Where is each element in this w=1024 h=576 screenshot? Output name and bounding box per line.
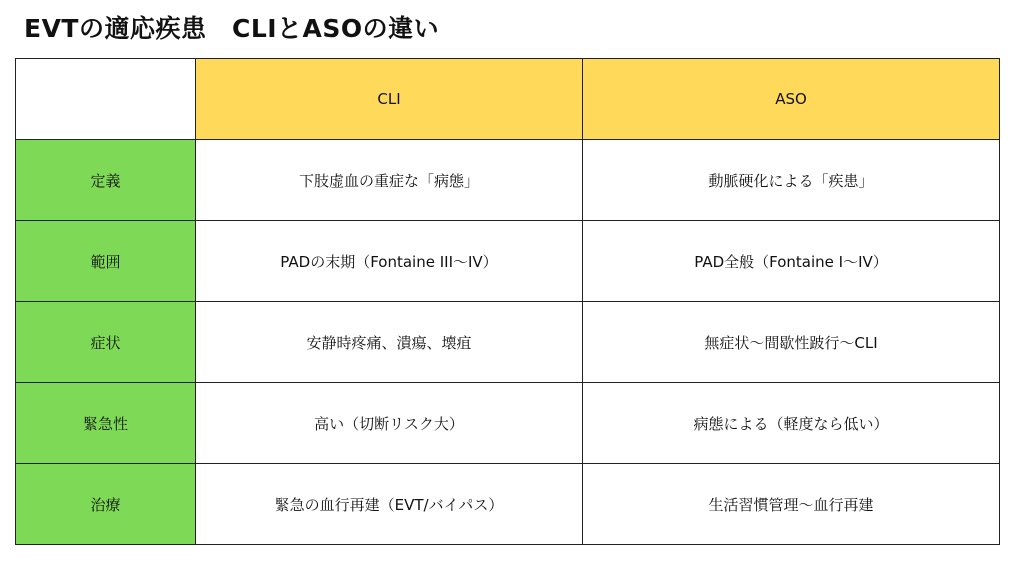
row-label: 定義 (16, 140, 196, 221)
aso-cell: 病態による（軽度なら低い） (583, 383, 1000, 464)
aso-cell: 無症状〜間歇性跛行〜CLI (583, 302, 1000, 383)
table-row (16, 383, 1000, 464)
row-label: 緊急性 (16, 383, 196, 464)
cli-cell: 下肢虚血の重症な「病態」 (196, 140, 583, 221)
table-row (16, 221, 1000, 302)
aso-cell: 生活習慣管理〜血行再建 (583, 464, 1000, 545)
aso-cell: 動脈硬化による「疾患」 (583, 140, 1000, 221)
row-label: 症状 (16, 302, 196, 383)
page-title: EVTの適応疾患 CLIとASOの違い (24, 14, 440, 43)
row-label: 範囲 (16, 221, 196, 302)
column-header-cli: CLI (196, 59, 583, 140)
corner-cell (16, 59, 196, 140)
cli-cell: 高い（切断リスク大） (196, 383, 583, 464)
table-row (16, 140, 1000, 221)
table-row (16, 302, 1000, 383)
table-row (16, 464, 1000, 545)
cli-cell: PADの末期（Fontaine III〜IV） (196, 221, 583, 302)
cli-cell: 安静時疼痛、潰瘍、壊疽 (196, 302, 583, 383)
aso-cell: PAD全般（Fontaine I〜IV） (583, 221, 1000, 302)
column-header-aso: ASO (583, 59, 1000, 140)
comparison-table (15, 58, 1000, 545)
cli-cell: 緊急の血行再建（EVT/バイパス） (196, 464, 583, 545)
table-header-row (16, 59, 1000, 140)
row-label: 治療 (16, 464, 196, 545)
